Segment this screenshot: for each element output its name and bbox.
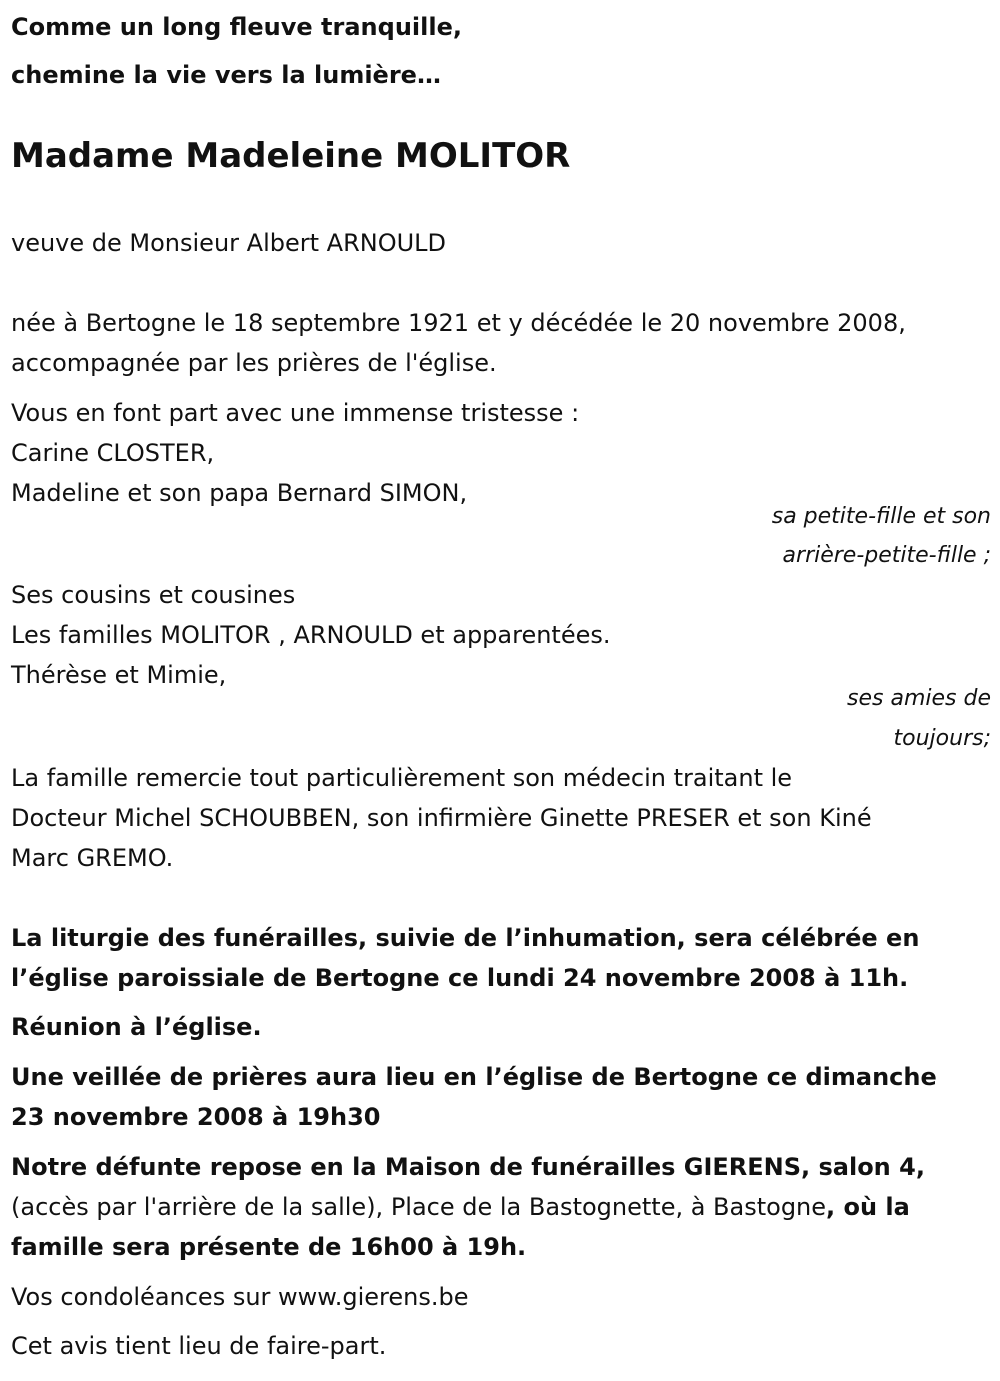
epigraph-line-2: chemine la vie vers la lumière… <box>11 61 441 89</box>
family-member-1: Carine CLOSTER, <box>11 439 215 467</box>
birth-death-line: née à Bertogne le 18 septembre 1921 et y décédée le 20 novembre 2008, <box>11 309 906 337</box>
repose-line-3: famille sera présente de 16h00 à 19h. <box>11 1233 527 1261</box>
repose-line-2 <box>11 1192 910 1222</box>
accompanied-line: accompagnée par les prières de l'église. <box>11 349 497 377</box>
relation-1-line-1: sa petite-fille et son <box>771 504 991 529</box>
liturgy-line-2: l’église paroissiale de Bertogne ce lundi 24 novembre 2008 à 11h. <box>11 964 909 992</box>
condolences-line: Vos condoléances sur www.gierens.be <box>11 1283 469 1311</box>
cousins-line: Ses cousins et cousines <box>11 581 296 609</box>
relation-2-line-2: toujours; <box>893 726 991 751</box>
family-member-2: Madeline et son papa Bernard SIMON, <box>11 479 468 507</box>
announcement-intro: Vous en font part avec une immense tristesse : <box>11 399 580 427</box>
thanks-line-1: La famille remercie tout particulièrement son médecin traitant le <box>11 764 793 792</box>
thanks-line-2: Docteur Michel SCHOUBBEN, son infirmière Ginette PRESER et son Kiné <box>11 804 872 832</box>
faire-part-line: Cet avis tient lieu de faire-part. <box>11 1332 387 1360</box>
repose-family-presence-start: , où la <box>826 1193 910 1221</box>
reunion-line: Réunion à l’église. <box>11 1013 262 1041</box>
relation-1-line-2: arrière-petite-fille ; <box>782 543 991 568</box>
liturgy-line-1: La liturgie des funérailles, suivie de l’inhumation, sera célébrée en <box>11 924 920 952</box>
vigil-line-1: Une veillée de prières aura lieu en l’église de Bertogne ce dimanche <box>11 1063 937 1091</box>
vigil-line-2: 23 novembre 2008 à 19h30 <box>11 1103 381 1131</box>
relation-2-line-1: ses amies de <box>847 686 991 711</box>
families-line: Les familles MOLITOR , ARNOULD et apparentées. <box>11 621 611 649</box>
repose-address: (accès par l'arrière de la salle), Place de la Bastognette, à Bastogne <box>11 1193 827 1221</box>
deceased-name: Madame Madeleine MOLITOR <box>11 136 571 176</box>
repose-line-1: Notre défunte repose en la Maison de funérailles GIERENS, salon 4, <box>11 1153 925 1181</box>
friends-line: Thérèse et Mimie, <box>11 661 227 689</box>
thanks-line-3: Marc GREMO. <box>11 844 174 872</box>
epigraph-line-1: Comme un long fleuve tranquille, <box>11 13 462 41</box>
widow-of: veuve de Monsieur Albert ARNOULD <box>11 229 446 257</box>
